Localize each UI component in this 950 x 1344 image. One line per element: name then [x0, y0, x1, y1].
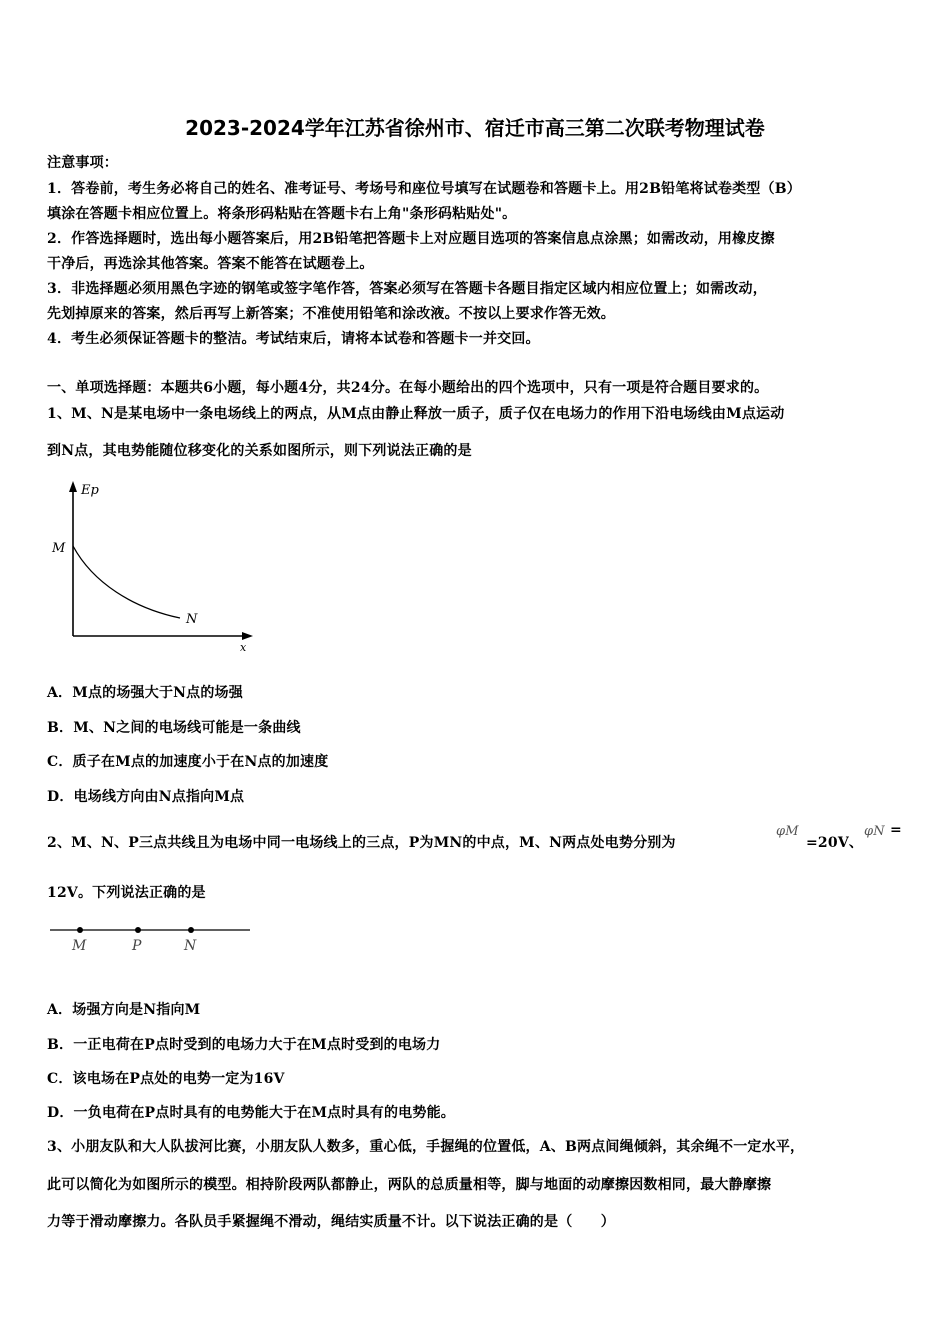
q2-option-d: D．一负电荷在P点时具有的电势能大于在M点时具有的电势能。: [47, 1105, 455, 1121]
point-p: [135, 927, 141, 933]
q2-stem: 12V。下列说法正确的是: [47, 885, 206, 901]
point-n-label: N: [186, 612, 198, 627]
q2-option-b: B．一正电荷在P点时受到的电场力大于在M点时受到的电场力: [47, 1037, 441, 1053]
label-n: N: [184, 938, 197, 954]
phi-m-value: =20V、: [806, 835, 864, 851]
ep-curve: [73, 546, 180, 618]
exam-title: 2023-2024学年江苏省徐州市、宿迁市高三第二次联考物理试卷: [185, 116, 765, 140]
notice-line: 3．非选择题必须用黑色字迹的钢笔或签字笔作答，答案必须写在答题卡各题目指定区域内相应位置上；如需改动，: [47, 281, 767, 297]
y-axis-arrow: [69, 481, 77, 492]
notice-line: 先划掉原来的答案，然后再写上新答案；不准使用铅笔和涂改液。不按以上要求作答无效。: [47, 306, 615, 322]
q3-stem: 此可以简化为如图所示的模型。相持阶段两队都静止，两队的总质量相等，脚与地面的动摩擦因数相同，最大静摩擦: [47, 1177, 772, 1193]
notice-line: 填涂在答题卡相应位置上。将条形码粘贴在答题卡右上角"条形码粘贴处"。: [47, 206, 517, 222]
phi-m-symbol: φM: [776, 824, 799, 839]
q2-stem: 2、M、N、P三点共线且为电场中同一电场线上的三点，P为MN的中点，M、N两点处电势分别为: [47, 835, 676, 851]
point-m-label: M: [52, 541, 66, 556]
section-heading: 一、单项选择题：本题共6小题，每小题4分，共24分。在每小题给出的四个选项中，只有一项是符合题目要求的。: [47, 380, 769, 396]
mpn-line-figure: [50, 918, 255, 958]
q1-stem: 到N点，其电势能随位移变化的关系如图所示，则下列说法正确的是: [47, 443, 472, 459]
q1-option-c: C．质子在M点的加速度小于在N点的加速度: [47, 754, 329, 770]
q3-stem: 3、小朋友队和大人队拔河比赛，小朋友队人数多，重心低，手握绳的位置低，A、B两点间绳倾斜，其余绳不一定水平，: [47, 1139, 805, 1155]
point-n: [188, 927, 194, 933]
q2-option-c: C．该电场在P点处的电势一定为16V: [47, 1071, 285, 1087]
ep-x-graph: [48, 478, 258, 653]
q2-option-a: A．场强方向是N指向M: [47, 1002, 201, 1018]
q1-option-a: A．M点的场强大于N点的场强: [47, 685, 243, 701]
q1-stem: 1、M、N是某电场中一条电场线上的两点，从M点由静止释放一质子，质子仅在电场力的作用下沿电场线由M点运动: [47, 406, 785, 422]
label-p: P: [132, 938, 142, 954]
equals-sign: =: [890, 822, 902, 838]
q1-option-d: D．电场线方向由N点指向M点: [47, 789, 245, 805]
phi-n-symbol: φN: [864, 824, 885, 839]
x-axis-arrow: [242, 632, 253, 640]
y-axis-label: Ep: [81, 483, 99, 498]
q3-stem: 力等于滑动摩擦力。各队员手紧握绳不滑动，绳结实质量不计。以下说法正确的是（ ）: [47, 1214, 615, 1230]
notice-line: 4．考生必须保证答题卡的整洁。考试结束后，请将本试卷和答题卡一并交回。: [47, 331, 540, 347]
label-m: M: [72, 938, 87, 954]
notice-line: 干净后，再选涂其他答案。答案不能答在试题卷上。: [47, 256, 374, 272]
point-m: [77, 927, 83, 933]
notice-line: 2．作答选择题时，选出每小题答案后，用2B铅笔把答题卡上对应题目选项的答案信息点涂黑；如需改动，用橡皮擦: [47, 231, 775, 247]
q1-option-b: B．M、N之间的电场线可能是一条曲线: [47, 720, 301, 736]
x-axis-label: x: [240, 641, 247, 653]
notice-heading: 注意事项：: [47, 155, 118, 171]
notice-line: 1．答卷前，考生务必将自己的姓名、准考证号、考场号和座位号填写在试题卷和答题卡上。用2B铅笔将试卷类型（B）: [47, 181, 801, 197]
